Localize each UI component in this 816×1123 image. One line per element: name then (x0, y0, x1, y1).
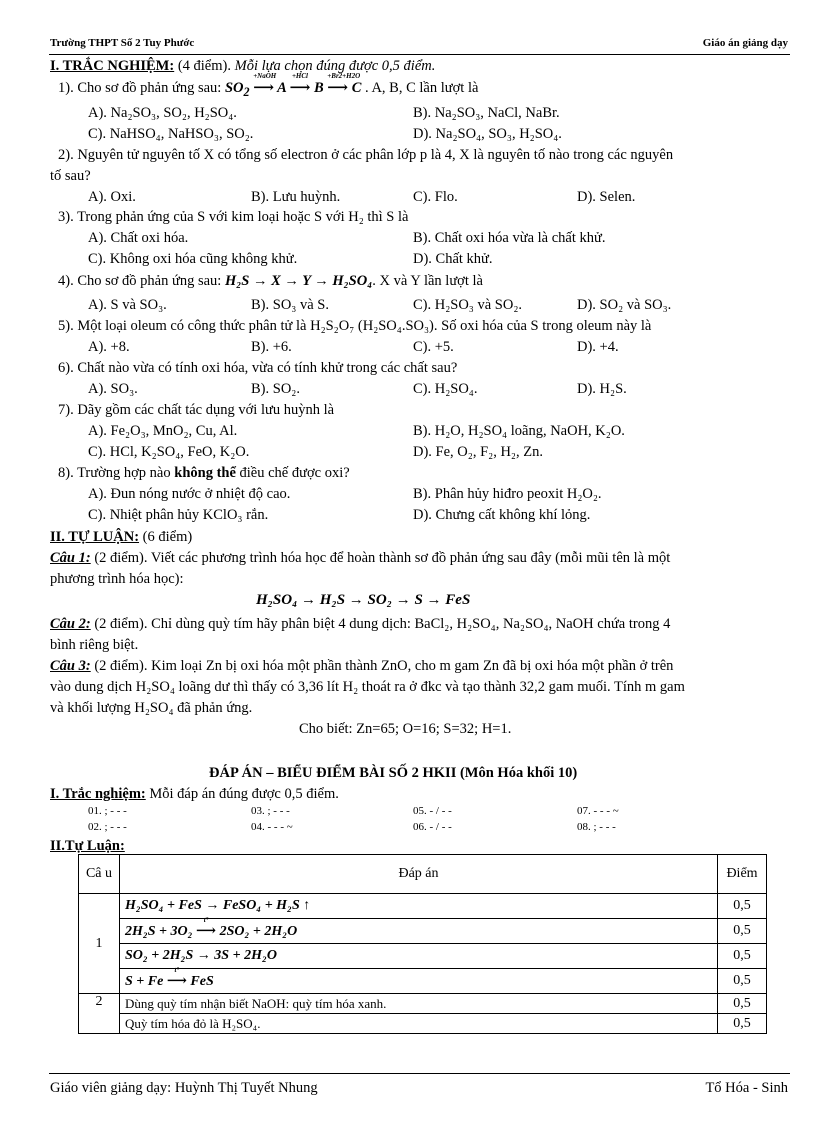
doc-type: Giáo án giảng dạy (702, 37, 788, 49)
eq4-cond: t° (174, 965, 180, 974)
q1-arrow2-label: +HCl (291, 72, 308, 80)
q1-suffix: . A, B, C lần lượt là (365, 80, 479, 96)
grid-cell: 08. ; - - - (577, 821, 616, 833)
q1-s0-sub: 2 (243, 84, 250, 99)
eq2-cond: t° (203, 915, 209, 924)
eq2-right: 2SO₂ + 2H₂O (219, 923, 298, 939)
q8-option-b: B). Phân hủy hiđro peoxit H₂O₂. (413, 486, 602, 502)
q8-text-b: điều chế được oxi? (235, 465, 350, 481)
department: Tổ Hóa - Sinh (705, 1080, 788, 1096)
answer-table (78, 854, 767, 1034)
q1-s2: B (314, 80, 324, 96)
grid-cell: 06. - / - - (413, 821, 452, 833)
q8-text (58, 465, 350, 482)
q3-option-b: B). Chất oxi hóa vừa là chất khử. (413, 230, 606, 246)
q6-option-b: B). SO₂. (251, 381, 300, 397)
part1-points: (4 điểm). (174, 58, 231, 74)
q8-text-a: 8). Trường hợp nào (58, 465, 175, 481)
grid-cell: 05. - / - - (413, 805, 452, 817)
part1-note: Mỗi lựa chọn đúng được 0,5 điểm. (230, 58, 436, 74)
q1-arrow3-label: +Br2+H2O (327, 72, 361, 80)
q3-text: 3). Trong phản ứng của S với kim loại hoặc S với H₂ thì S là (58, 209, 409, 225)
c3-text: (2 điểm). Kim loại Zn bị oxi hóa một phần thành ZnO, cho m gam Zn đã bị oxi hóa một phần ở trên (90, 658, 674, 674)
c2-line2: bình riêng biệt. (50, 637, 139, 653)
arrow-icon: +NaOH ⟶ (253, 72, 277, 96)
q1 (58, 72, 479, 100)
point: 0,5 (718, 1014, 767, 1034)
equation-3: SO₂ + 2H₂S → 3S + 2H₂O (120, 944, 718, 969)
q7-text: 7). Dãy gồm các chất tác dụng với lưu huỳnh là (58, 402, 335, 418)
table-header-row (79, 855, 767, 894)
c1-line1 (50, 550, 670, 567)
q1-s1: A (277, 80, 286, 96)
q3-option-a: A). Chất oxi hóa. (88, 230, 189, 246)
c3-line2: vào dung dịch H₂SO₄ loãng dư thì thấy có 3,36 lít H₂ thoát ra ở đkc và tạo thành 32,2 gam muối. Tính m gam (50, 679, 685, 695)
teacher-name: Giáo viên giảng dạy: Huỳnh Thị Tuyết Nhung (50, 1080, 318, 1096)
q2-option-c: C). Flo. (413, 189, 458, 205)
answer-2a: Dùng quỳ tím nhận biết NaOH: quỳ tím hóa xanh. (120, 994, 718, 1014)
q5-option-c: C). +5. (413, 339, 454, 355)
q1-scheme (224, 72, 365, 99)
q6-text: 6). Chất nào vừa có tính oxi hóa, vừa có tính khử trong các chất sau? (58, 360, 458, 376)
grid-cell: 02. ; - - - (88, 821, 127, 833)
q2-option-d: D). Selen. (577, 189, 636, 205)
q7-option-b: B). H₂O, H₂SO₄ loãng, NaOH, K₂O. (413, 423, 625, 439)
c3-line1 (50, 658, 673, 675)
q6-option-d: D). H₂S. (577, 381, 627, 397)
q6-option-a: A). SO₃. (88, 381, 138, 397)
point: 0,5 (718, 969, 767, 994)
answer-title: ĐÁP ÁN – BIỂU ĐIỂM BÀI SỐ 2 HKII (Môn Hóa khối 10) (209, 765, 578, 781)
table-row (79, 919, 767, 944)
eq4-left: S + Fe (125, 973, 164, 989)
q2-option-a: A). Oxi. (88, 189, 136, 205)
q6-option-c: C). H₂SO₄. (413, 381, 478, 397)
q7-option-c: C). HCl, K₂SO₄, FeO, K₂O. (88, 444, 250, 460)
q1-s0: SO (224, 80, 244, 96)
cau-number-1: 1 (79, 894, 120, 994)
q4-scheme: H₂S → X → Y → H₂SO₄ (224, 273, 373, 289)
part2-points: (6 điểm) (139, 529, 193, 545)
part2-title: II. TỰ LUẬN: (50, 529, 140, 545)
q4-option-a: A). S và SO₃. (88, 297, 167, 313)
q1-s3: C (351, 80, 362, 96)
equation-2 (120, 915, 718, 944)
c1-label: Câu 1: (50, 550, 91, 566)
point: 0,5 (718, 944, 767, 969)
q4 (58, 273, 483, 290)
point: 0,5 (718, 919, 767, 944)
q1-option-b: B). Na₂SO₃, NaCl, NaBr. (413, 105, 560, 121)
cau-number-2: 2 (79, 994, 120, 1034)
q8-option-a: A). Đun nóng nước ở nhiệt độ cao. (88, 486, 291, 502)
arrow-icon: t° ⟶ (166, 965, 187, 989)
point: 0,5 (718, 894, 767, 919)
q1-arrow1-label: +NaOH (253, 72, 277, 80)
header-rule (49, 54, 790, 55)
q1-option-c: C). NaHSO₄, NaHSO₃, SO₂. (88, 126, 254, 142)
c2-line1 (50, 616, 670, 633)
q4-option-c: C). H₂SO₃ và SO₂. (413, 297, 523, 313)
q2-line1: 2). Nguyên tử nguyên tố X có tổng số electron ở các phân lớp p là 4, X là nguyên tố nào trong các nguyên (58, 147, 674, 163)
q1-prefix: 1). Cho sơ đồ phản ứng sau: (58, 80, 222, 96)
q5-option-d: D). +4. (577, 339, 619, 355)
grid-cell: 01. ; - - - (88, 805, 127, 817)
grid-cell: 03. ; - - - (251, 805, 290, 817)
q4-option-d: D). SO₂ và SO₃. (577, 297, 672, 313)
header-diem: Điểm (718, 855, 767, 894)
c2-label: Câu 2: (50, 616, 91, 632)
q1-option-d: D). Na₂SO₄, SO₃, H₂SO₄. (413, 126, 562, 142)
part1-heading (50, 58, 435, 75)
answer-2b: Quỳ tím hóa đỏ là H₂SO₄. (120, 1014, 718, 1034)
table-row (79, 894, 767, 919)
c3-label: Câu 3: (50, 658, 91, 674)
q2-line2: tố sau? (50, 168, 91, 184)
q7-option-d: D). Fe, O₂, F₂, H₂, Zn. (413, 444, 543, 460)
header-cau: Câ u (79, 855, 120, 894)
arrow-icon: t° ⟶ (196, 915, 217, 939)
arrow-icon: +HCl ⟶ (289, 72, 311, 96)
table-row (79, 994, 767, 1014)
eq4-right: FeS (190, 973, 214, 989)
q5-option-a: A). +8. (88, 339, 130, 355)
point: 0,5 (718, 994, 767, 1014)
header-dapan: Đáp án (120, 855, 718, 894)
arrow-icon: +Br2+H2O ⟶ (327, 72, 361, 96)
q5-text: 5). Một loại oleum có công thức phân tử là H₂S₂O₇ (H₂SO₄.SO₃). Số oxi hóa của S trong oleum này là (58, 318, 652, 334)
mc-title: I. Trắc nghiệm: (50, 786, 146, 802)
q5-option-b: B). +6. (251, 339, 292, 355)
grid-cell: 07. - - - ~ (577, 805, 619, 817)
c2-text: (2 điểm). Chỉ dùng quỳ tím hãy phân biệt 4 dung dịch: BaCl₂, H₂SO₄, Na₂SO₄, NaOH chứa trong 4 (90, 616, 671, 632)
mc-heading (50, 786, 339, 803)
given-data: Cho biết: Zn=65; O=16; S=32; H=1. (299, 721, 512, 737)
footer-rule (49, 1073, 790, 1074)
q8-option-c: C). Nhiệt phân hủy KClO₃ rắn. (88, 507, 269, 523)
q8-text-bold: không thể (174, 465, 236, 481)
mc-note: Mỗi đáp án đúng được 0,5 điểm. (145, 786, 339, 802)
q4-prefix: 4). Cho sơ đồ phản ứng sau: (58, 273, 222, 289)
q1-option-a: A). Na₂SO₃, SO₂, H₂SO₄. (88, 105, 237, 121)
equation-1: H₂SO₄ + FeS → FeSO₄ + H₂S ↑ (120, 894, 718, 919)
school-name: Trường THPT Số 2 Tuy Phước (50, 37, 195, 49)
c1-scheme: H₂SO₄ → H₂S → SO₂ → S → FeS (256, 592, 471, 608)
equation-4 (120, 965, 718, 994)
q3-option-c: C). Không oxi hóa cũng không khử. (88, 251, 298, 267)
table-row (79, 1014, 767, 1034)
q4-option-b: B). SO₃ và S. (251, 297, 329, 313)
q8-option-d: D). Chưng cất không khí lỏng. (413, 507, 591, 523)
grid-cell: 04. - - - ~ (251, 821, 293, 833)
table-row (79, 969, 767, 994)
c1-text: (2 điểm). Viết các phương trình hóa học để hoàn thành sơ đồ phản ứng sau đây (mỗi mũi tên là một (90, 550, 671, 566)
q3-option-d: D). Chất khử. (413, 251, 493, 267)
q2-option-b: B). Lưu huỳnh. (251, 189, 341, 205)
eq2-left: 2H₂S + 3O₂ (125, 923, 193, 939)
q4-suffix: . X và Y lần lượt là (372, 273, 483, 289)
c1-line2: phương trình hóa học): (50, 571, 184, 587)
essay-title: II.Tự Luận: (50, 838, 125, 854)
part1-title: I. TRẮC NGHIỆM: (50, 58, 175, 74)
part2-heading (50, 529, 192, 546)
c3-line3: và khối lượng H₂SO₄ đã phản ứng. (50, 700, 253, 716)
q7-option-a: A). Fe₂O₃, MnO₂, Cu, Al. (88, 423, 238, 439)
